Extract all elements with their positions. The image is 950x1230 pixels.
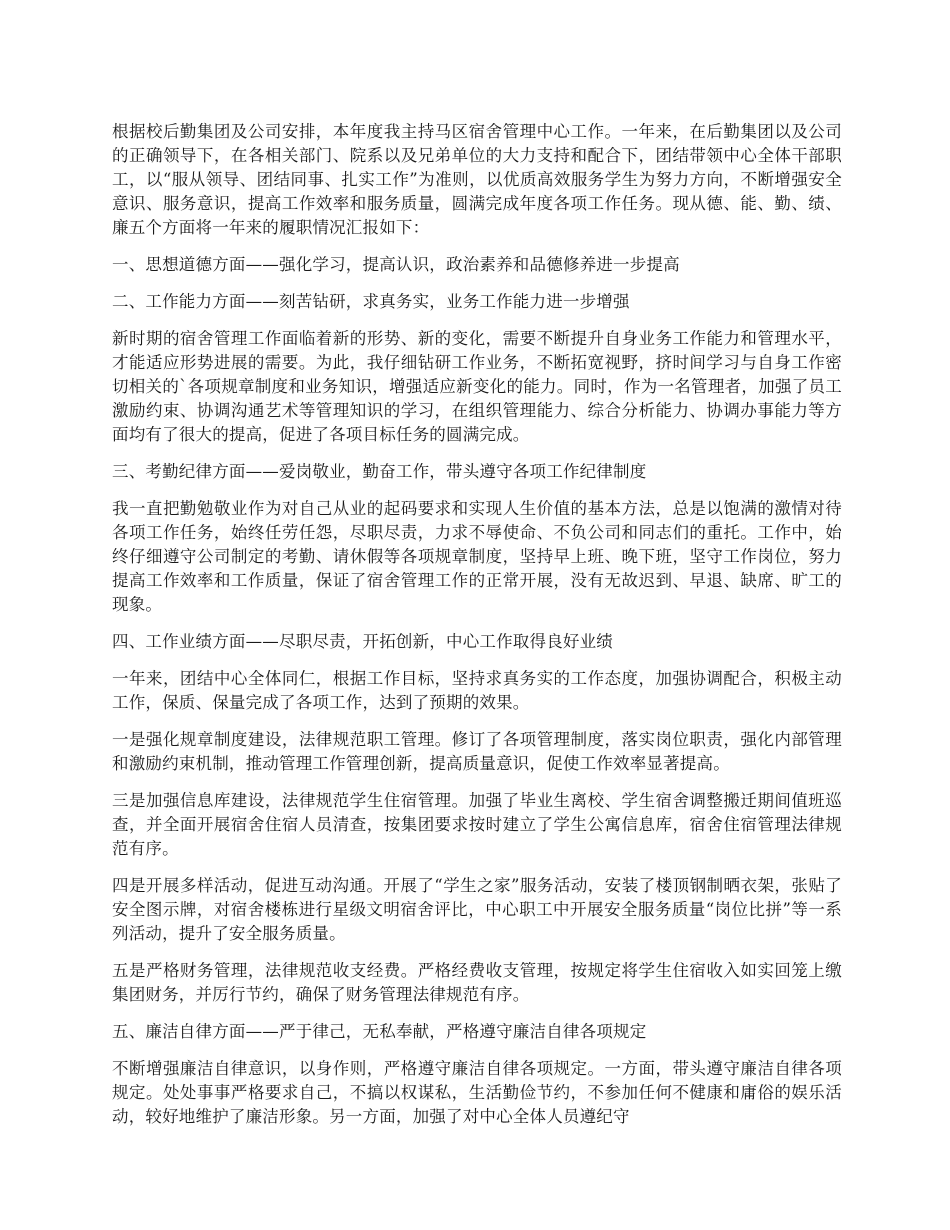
integrity-paragraph: 不断增强廉洁自律意识，以身作则，严格遵守廉洁自律各项规定。一方面，带头遵守廉洁自律各项规定。处处事事严格要求自己，不搞以权谋私，生活勤俭节约，不参加任何不健康和庸俗的娱乐活动，较好地维护了廉洁形象。另一方面，加强了对中心全体人员遵纪守 xyxy=(112,1059,842,1126)
performance-paragraph: 一年来，团结中心全体同仁，根据工作目标，坚持求真务实的工作态度，加强协调配合，积极主动工作，保质、保量完成了各项工作，达到了预期的效果。 xyxy=(112,669,842,712)
document-body xyxy=(112,120,842,1142)
intro-paragraph: 根据校后勤集团及公司安排，本年度我主持马区宿舍管理中心工作。一年来，在后勤集团以及公司的正确领导下，在各相关部门、院系以及兄弟单位的大力支持和配合下，团结带领中心全体干部职工，以“服从领导、团结同事、扎实工作”为准则，以优质高效服务学生为努力方向，不断增强安全意识、服务意识，提高工作效率和服务质量，圆满完成年度各项工作任务。现从德、能、勤、绩、廉五个方面将一年来的履职情况汇报如下： xyxy=(112,122,842,237)
ability-paragraph: 新时期的宿舍管理工作面临着新的形势、新的变化，需要不断提升自身业务工作能力和管理水平，才能适应形势进展的需要。为此，我仔细钻研工作业务，不断拓宽视野，挤时间学习与自身工作密切相关的`各项规章制度和业务知识，增强适应新变化的能力。同时，作为一名管理者，加强了员工激励约束、协调沟通艺术等管理知识的学习，在组织管理能力、综合分析能力、协调办事能力等方面均有了很大的提高，促进了各项目标任务的圆满完成。 xyxy=(112,329,842,444)
section-heading-integrity: 五、廉洁自律方面——严于律己，无私奉献，严格遵守廉洁自律各项规定 xyxy=(112,1022,647,1041)
performance-item-finance: 五是严格财务管理，法律规范收支经费。严格经费收支管理，按规定将学生住宿收入如实回笼上缴集团财务，并厉行节约，确保了财务管理法律规范有序。 xyxy=(112,961,842,1004)
attendance-paragraph: 我一直把勤勉敬业作为对自己从业的起码要求和实现人生价值的基本方法，总是以饱满的激情对待各项工作任务，始终任劳任怨，尽职尽责，力求不辱使命、不负公司和同志们的重托。工作中，始终仔细遵守公司制定的考勤、请休假等各项规章制度，坚持早上班、晚下班，坚守工作岗位，努力提高工作效率和工作质量，保证了宿舍管理工作的正常开展，没有无故迟到、早退、缺席、旷工的现象。 xyxy=(112,499,842,614)
section-heading-attendance: 三、考勤纪律方面——爱岗敬业，勤奋工作，带头遵守各项工作纪律制度 xyxy=(112,462,647,481)
performance-item-rules: 一是强化规章制度建设，法律规范职工管理。修订了各项管理制度，落实岗位职责，强化内部管理和激励约束机制，推动管理工作管理创新，提高质量意识，促使工作效率显著提高。 xyxy=(112,730,842,773)
section-heading-ability: 二、工作能力方面——刻苦钻研，求真务实，业务工作能力进一步增强 xyxy=(112,292,630,311)
section-heading-performance: 四、工作业绩方面——尽职尽责，开拓创新，中心工作取得良好业绩 xyxy=(112,632,613,651)
performance-item-database: 三是加强信息库建设，法律规范学生住宿管理。加强了毕业生离校、学生宿舍调整搬迁期间值班巡查，并全面开展宿舍住宿人员清查，按集团要求按时建立了学生公寓信息库，宿舍住宿管理法律规范有序。 xyxy=(112,791,842,858)
section-heading-moral: 一、思想道德方面——强化学习，提高认识，政治素养和品德修养进一步提高 xyxy=(112,255,680,274)
performance-item-activities: 四是开展多样活动，促进互动沟通。开展了“学生之家”服务活动，安装了楼顶钢制晒衣架，张贴了安全图示牌，对宿舍楼栋进行星级文明宿舍评比，中心职工中开展安全服务质量“岗位比拼”等一系列活动，提升了安全服务质量。 xyxy=(112,876,842,943)
